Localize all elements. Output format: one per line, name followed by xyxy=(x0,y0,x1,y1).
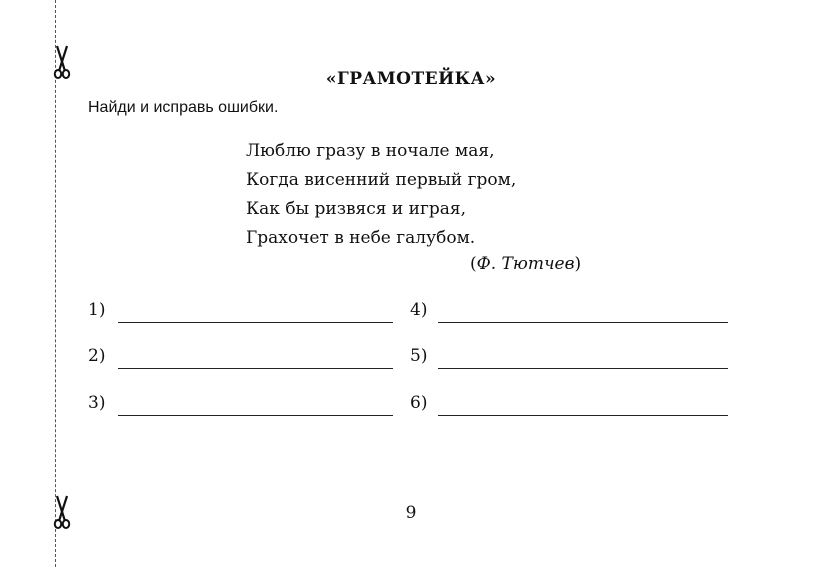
answer-number: 6) xyxy=(410,393,428,413)
answer-line[interactable] xyxy=(118,322,393,323)
answer-number: 4) xyxy=(410,300,428,320)
answer-field-3[interactable] xyxy=(88,393,394,419)
page-title: «ГРАМОТЕЙКА» xyxy=(325,69,497,89)
answer-number: 5) xyxy=(410,346,428,366)
answer-number: 1) xyxy=(88,300,106,320)
answer-field-1[interactable] xyxy=(88,300,394,326)
answer-line[interactable] xyxy=(438,322,728,323)
answer-number: 2) xyxy=(88,346,106,366)
poem-line: Люблю гразу в ночале мая, xyxy=(246,141,495,161)
author-name: Ф. Тютчев xyxy=(476,254,575,274)
answer-field-6[interactable] xyxy=(410,393,730,419)
answer-field-5[interactable] xyxy=(410,346,730,372)
poem-author xyxy=(470,254,581,274)
page-number: 9 xyxy=(405,503,417,523)
answer-number: 3) xyxy=(88,393,106,413)
answer-field-4[interactable] xyxy=(410,300,730,326)
poem-line: Грахочет в небе галубом. xyxy=(246,228,476,248)
poem-line: Как бы ризвяся и играя, xyxy=(246,199,467,219)
author-paren-open: ( xyxy=(470,254,477,274)
answer-field-2[interactable] xyxy=(88,346,394,372)
answer-line[interactable] xyxy=(438,368,728,369)
poem xyxy=(246,137,516,253)
answer-line[interactable] xyxy=(438,415,728,416)
poem-line: Когда висенний первый гром, xyxy=(246,170,517,190)
answer-line[interactable] xyxy=(118,368,393,369)
task-instruction: Найди и исправь ошибки. xyxy=(88,99,279,116)
answer-line[interactable] xyxy=(118,415,393,416)
author-paren-close: ) xyxy=(574,254,582,274)
